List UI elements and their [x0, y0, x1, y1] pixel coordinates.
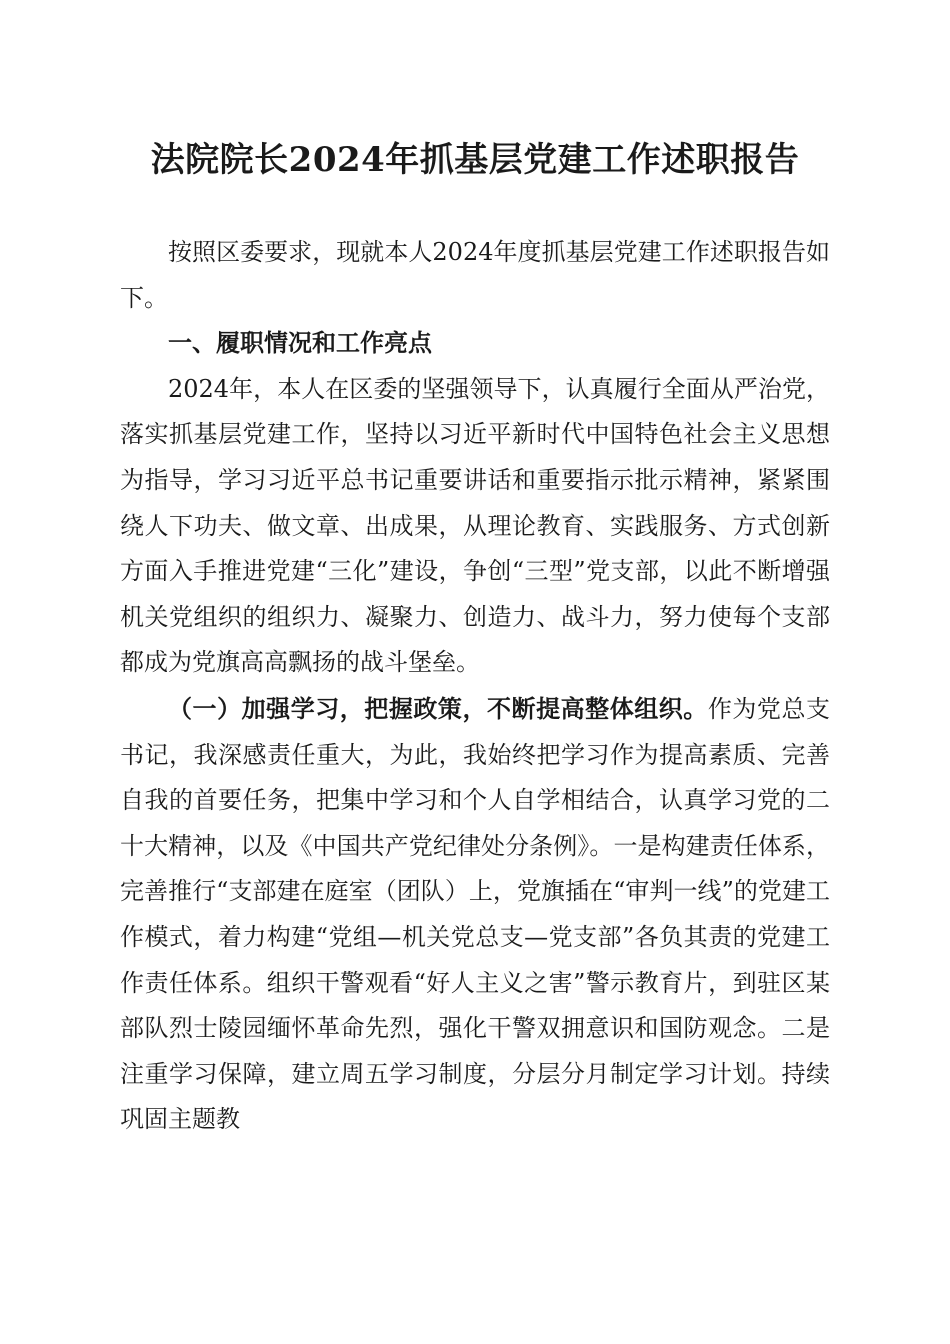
subsection-lead: （一）加强学习，把握政策，不断提高整体组织。 [168, 693, 708, 723]
subsection-text: 作为党总支书记，我深感责任重大，为此，我始终把学习作为提高素质、完善自我的首要任务，把集中学习和个人自学相结合，认真学习党的二十大精神，以及《中国共产党纪律处分条例》。一是构建责任体系，完善推行“支部建在庭室（团队）上，党旗插在“审判一线”的党建工作模式，着力构建“党组—机关党总支—党支部”各负其责的党建工作责任体系。组织干警观看“好人主义之害”警示教育片，到驻区某部队烈士陵园缅怀革命先烈，强化干警双拥意识和国防观念。二是注重学习保障，建立周五学习制度，分层分月制定学习计划。持续巩固主题教 [120, 694, 831, 1134]
section-heading: 一、履职情况和工作亮点 [168, 329, 432, 358]
intro-paragraph: 按照区委要求，现就本人2024年度抓基层党建工作述职报告如下。 [120, 238, 830, 312]
subsection-paragraph [120, 686, 830, 1143]
document-title: 法院院长2024年抓基层党建工作述职报告 [150, 140, 800, 180]
section-paragraph: 2024年，本人在区委的坚强领导下，认真履行全面从严治党，落实抓基层党建工作，坚持以习近平新时代中国特色社会主义思想为指导，学习习近平总书记重要讲话和重要指示批示精神，紧紧围绕人下功夫、做文章、出成果，从理论教育、实践服务、方式创新方面入手推进党建“三化”建设，争创“三型”党支部，以此不断增强机关党组织的组织力、凝聚力、创造力、战斗力，努力使每个支部都成为党旗高高飘扬的战斗堡垒。 [120, 374, 830, 677]
document-body [120, 230, 830, 1143]
